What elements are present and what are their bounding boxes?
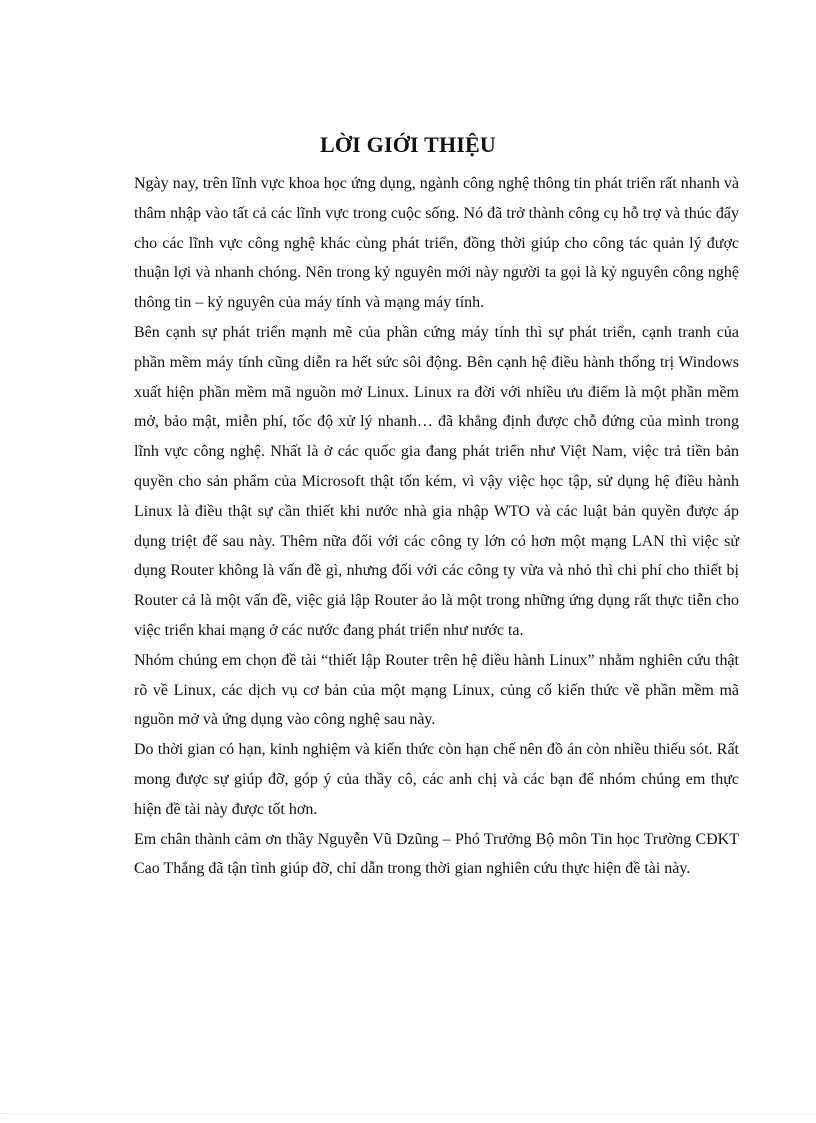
paragraph-linux-background: Bên cạnh sự phát triển mạnh mẽ của phần cứng máy tính thì sự phát triển, cạnh tranh của phần mềm máy tính cũng diễn ra hết sức sôi động. Bên cạnh hệ điều hành thống trị Windows xuất hiện phần mềm mã nguồn mở Linux. Linux ra đời với nhiều ưu điểm là một phần mềm mở, bảo mật, miễn phí, tốc độ xử lý nhanh… đã khẳng định được chỗ đứng của mình trong lĩnh vực công nghệ. Nhất là ở các quốc gia đang phát triển như Việt Nam, việc trả tiền bản quyền cho sản phẩm của Microsoft thật tốn kém, vì vậy việc học tập, sử dụng hệ điều hành Linux là điều thật sự cần thiết khi nước nhà gia nhập WTO và các luật bản quyền được áp dụng triệt để sau này. Thêm nữa đối với các công ty lớn có hơn một mạng LAN thì việc sử dụng Router không là vấn đề gì, nhưng đối với các công ty vừa và nhỏ thì chi phí cho thiết bị Router cả là một vấn đề, việc giả lập Router ảo là một trong những ứng dụng rất thực tiễn cho việc triển khai mạng ở các nước đang phát triển như nước ta. (134, 323, 739, 639)
paragraph-topic-choice: Nhóm chúng em chọn đề tài “thiết lập Router trên hệ điều hành Linux” nhằm nghiên cứu thật rõ về Linux, các dịch vụ cơ bản của một mạng Linux, củng cố kiến thức về phần mềm mã nguồn mở và ứng dụng vào công nghệ sau này. (134, 651, 739, 729)
paragraph-limitations: Do thời gian có hạn, kinh nghiệm và kiến thức còn hạn chế nên đồ án còn nhiều thiếu sót. Rất mong được sự giúp đỡ, góp ý của thầy cô, các anh chị và các bạn để nhóm chúng em thực hiện đề tài này được tốt hơn. (134, 741, 739, 818)
page-title: LỜI GIỚI THIỆU (319, 132, 496, 157)
document-body (134, 169, 739, 884)
paragraph-acknowledgement: Em chân thành cảm ơn thầy Nguyễn Vũ Dzũng – Phó Trưởng Bộ môn Tin học Trường CĐKT Cao Thắng đã tận tình giúp đỡ, chỉ dẫn trong thời gian nghiên cứu thực hiện đề tài này. (134, 830, 739, 878)
paragraph-intro: Ngày nay, trên lĩnh vực khoa học ứng dụng, ngành công nghệ thông tin phát triển rất nhanh và thâm nhập vào tất cả các lĩnh vực trong cuộc sống. Nó đã trở thành công cụ hỗ trợ và thúc đẩy cho các lĩnh vực công nghệ khác cùng phát triển, đồng thời giúp cho công tác quản lý được thuận lợi và nhanh chóng. Nên trong kỷ nguyên mới này người ta gọi là kỷ nguyên công nghệ thông tin – kỷ nguyên của máy tính và mạng máy tính. (134, 175, 739, 312)
page-bottom-divider (0, 1113, 816, 1114)
